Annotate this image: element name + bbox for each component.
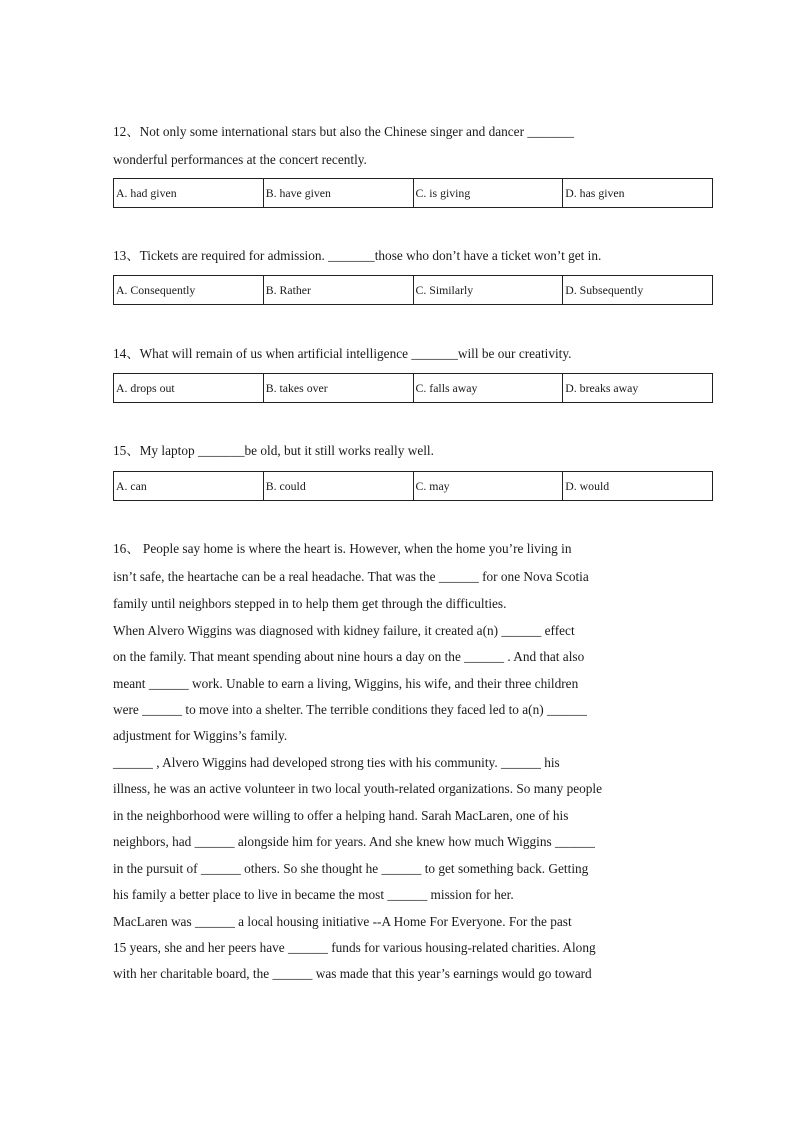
question-13 [113,247,715,265]
option-c[interactable]: C. may [414,472,564,500]
passage-line: meant ______ work. Unable to earn a living, Wiggins, his wife, and their three children [113,676,579,691]
question-14-options [113,373,713,403]
passage-line: in the neighborhood were willing to offer a helping hand. Sarah MacLaren, one of his [113,808,569,823]
option-a[interactable]: A. can [114,472,264,500]
question-13-line-1: 13、Tickets are required for admission. _______those who don’t have a ticket won’t get in. [113,248,602,263]
option-b[interactable]: B. have given [264,179,414,207]
passage-line: his family a better place to live in became the most ______ mission for her. [113,887,514,902]
question-12 [113,123,715,169]
option-b[interactable]: B. could [264,472,414,500]
option-c[interactable]: C. falls away [414,374,564,402]
question-14-line-1: 14、What will remain of us when artificial intelligence _______will be our creativity. [113,346,572,361]
question-13-options [113,275,713,305]
option-a[interactable]: A. Consequently [114,276,264,304]
passage-line: neighbors, had ______ alongside him for years. And she knew how much Wiggins ______ [113,834,595,849]
option-b[interactable]: B. takes over [264,374,414,402]
passage-line: When Alvero Wiggins was diagnosed with kidney failure, it created a(n) ______ effect [113,623,575,638]
passage-line: 15 years, she and her peers have ______ funds for various housing-related charities. Along [113,940,596,955]
option-d[interactable]: D. breaks away [565,381,639,395]
option-b[interactable]: B. Rather [264,276,414,304]
passage-line: with her charitable board, the ______ was made that this year’s earnings would go toward [113,966,592,981]
passage-line: family until neighbors stepped in to help them get through the difficulties. [113,596,507,611]
question-12-line-1: 12、Not only some international stars but also the Chinese singer and dancer _______ [113,124,574,139]
passage-line: illness, he was an active volunteer in two local youth-related organizations. So many people [113,781,603,796]
passage-line: ______ , Alvero Wiggins had developed strong ties with his community. ______ his [113,755,560,770]
passage-line: were ______ to move into a shelter. The terrible conditions they faced led to a(n) ______ [113,702,587,717]
question-15 [113,442,715,460]
question-12-line-2: wonderful performances at the concert recently. [113,152,367,167]
passage-line: adjustment for Wiggins’s family. [113,728,288,743]
option-a[interactable]: A. had given [114,179,264,207]
passage-line: MacLaren was ______ a local housing initiative --A Home For Everyone. For the past [113,914,572,929]
passage-line: on the family. That meant spending about nine hours a day on the ______ . And that also [113,649,585,664]
passage-line: isn’t safe, the heartache can be a real headache. That was the ______ for one Nova Scotia [113,569,589,584]
option-a[interactable]: A. drops out [114,374,264,402]
option-c[interactable]: C. is giving [414,179,564,207]
option-d[interactable]: D. has given [565,186,625,200]
question-15-line-1: 15、My laptop _______be old, but it still works really well. [113,443,434,458]
question-12-options [113,178,713,208]
passage-line: 16、 People say home is where the heart is. However, when the home you’re living in [113,541,572,556]
option-d[interactable]: D. Subsequently [565,283,644,297]
question-14 [113,345,715,363]
option-c[interactable]: C. Similarly [414,276,564,304]
question-15-options [113,471,713,501]
passage-line: in the pursuit of ______ others. So she thought he ______ to get something back. Getting [113,861,589,876]
option-d[interactable]: D. would [565,479,610,493]
